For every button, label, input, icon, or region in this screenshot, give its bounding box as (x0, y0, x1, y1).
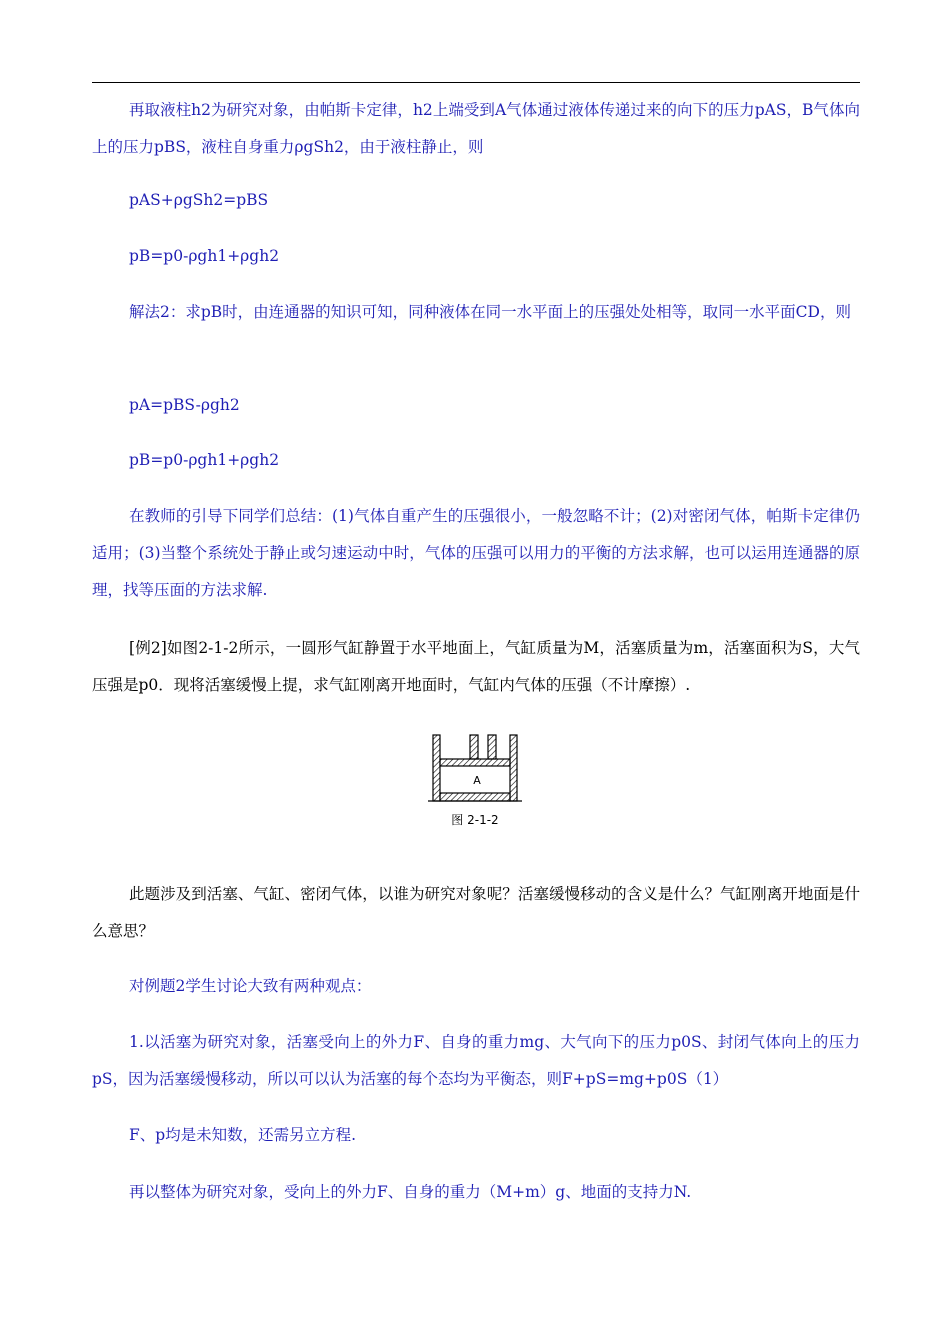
piston-rod-left (470, 735, 478, 759)
equation-4: pB=p0-ρgh1+ρgh2 (129, 451, 280, 469)
paragraph-whole: 再以整体为研究对象，受向上的外力F、自身的重力（M+m）g、地面的支持力N. (129, 1183, 692, 1201)
cylinder-right-wall (510, 735, 517, 801)
gas-label: A (473, 774, 481, 787)
equation-1: pAS+ρgSh2=pBS (129, 191, 269, 209)
cylinder-bottom (440, 793, 510, 801)
equation-2: pB=p0-ρgh1+ρgh2 (129, 247, 280, 265)
cylinder-left-wall (433, 735, 440, 801)
piston-rod-right (488, 735, 496, 759)
paragraph-example2: [例2]如图2-1-2所示，一圆形气缸静置于水平地面上，气缸质量为M，活塞质量为m，活塞面积为S，大气压强是p0．现将活塞缓慢上提，求气缸刚离开地面时，气缸内气体的压强（不计摩擦）. (92, 639, 860, 694)
paragraph-summary: 在教师的引导下同学们总结：(1)气体自重产生的压强很小，一般忽略不计；(2)对密闭气体，帕斯卡定律仍适用；(3)当整个系统处于静止或匀速运动中时，气体的压强可以用力的平衡的方法求解，也可以运用连通器的原理，找等压面的方法求解. (92, 507, 860, 599)
cylinder-figure (425, 730, 525, 830)
paragraph-viewpoints: 对例题2学生讨论大致有两种观点： (129, 977, 372, 995)
figure-caption: 图 2-1-2 (451, 813, 499, 827)
equation-3: pA=pBS-ρgh2 (129, 396, 240, 414)
header-rule (92, 82, 860, 83)
paragraph-unknowns: F、p均是未知数，还需另立方程. (129, 1126, 357, 1144)
paragraph-1: 再取液柱h2为研究对象，由帕斯卡定律，h2上端受到A气体通过液体传递过来的向下的压力pAS，B气体向上的压力pBS，液柱自身重力ρgSh2，由于液柱静止，则 (92, 101, 860, 156)
paragraph-method2: 解法2：求pB时，由连通器的知识可知，同种液体在同一水平面上的压强处处相等，取同一水平面CD，则 (129, 303, 851, 321)
paragraph-view1: 1.以活塞为研究对象，活塞受向上的外力F、自身的重力mg、大气向下的压力p0S、封闭气体向上的压力pS，因为活塞缓慢移动，所以可以认为活塞的每个态均为平衡态，则F+pS=mg+p0S（1） (92, 1033, 860, 1088)
piston (440, 759, 510, 766)
paragraph-question: 此题涉及到活塞、气缸、密闭气体，以谁为研究对象呢？活塞缓慢移动的含义是什么？气缸刚离开地面是什么意思？ (92, 885, 860, 940)
